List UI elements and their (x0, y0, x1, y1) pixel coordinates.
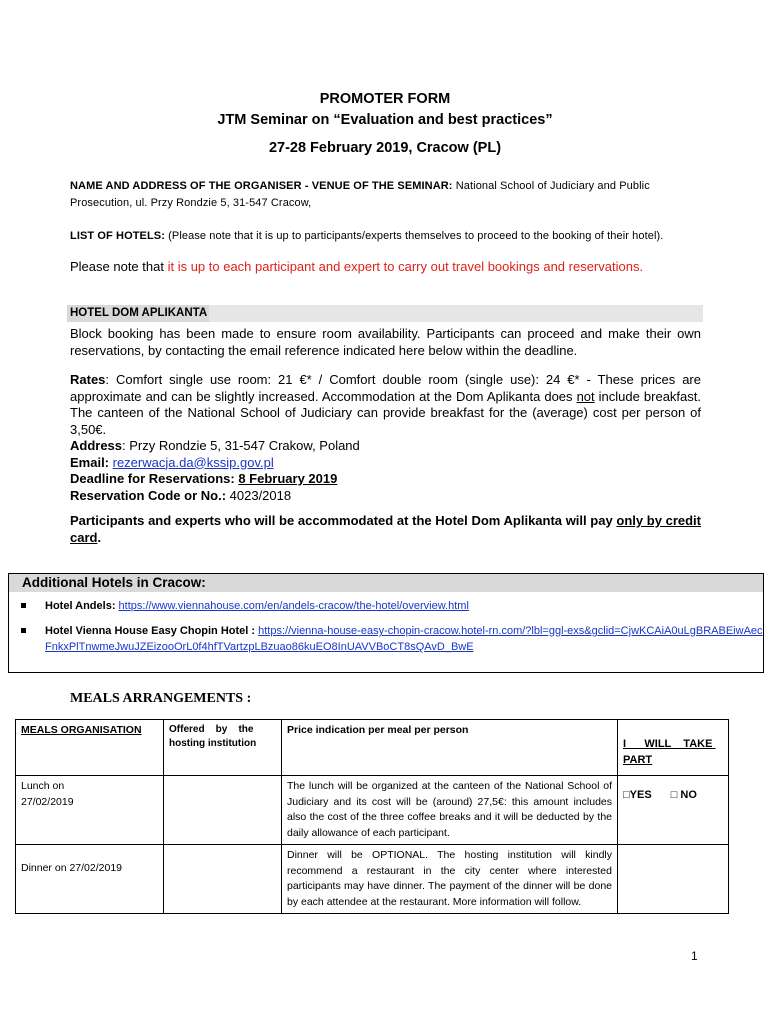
rates-text: : Comfort single use room: 21 €* / Comfort double room (single use): 24 €* - These prices are approximate and can be slightly increased. Accommodation at the Dom Aplikanta does (70, 372, 701, 404)
deadline-label: Deadline for Reservations: (70, 471, 239, 486)
table-row (16, 845, 729, 914)
hotel-andels-name: Hotel Andels: (45, 600, 119, 612)
header-organisation: MEALS ORGANISATION (21, 724, 142, 736)
list-item (9, 598, 763, 614)
offered-cell (164, 845, 282, 914)
take-part-cell (618, 776, 729, 845)
address-value: : Przy Rondzie 5, 31-547 Crakow, Poland (122, 438, 360, 453)
payment-end: . (97, 529, 102, 545)
header-offered-cell (164, 720, 282, 776)
rates-label: Rates (70, 372, 106, 387)
reservation-code-label: Reservation Code or No.: (70, 487, 227, 503)
price-cell: The lunch will be organized at the canteen of the National School of Judiciary and its cost will be (around) 27,5€: this amount includes also the cost of the three coffee breaks and it will be deducted by the daily allowance of each participant. (282, 776, 618, 845)
organiser-label: NAME AND ADDRESS OF THE ORGANISER - VENUE OF THE SEMINAR: (70, 180, 453, 192)
page-number: 1 (691, 949, 698, 963)
additional-hotels-box (8, 573, 764, 673)
rates-text-end: include breakfast. The canteen of the National School of Judiciary can provide breakfast for the (average) cost per person of 3,50€. (70, 388, 701, 437)
take-part-cell (618, 845, 729, 914)
additional-hotels-list (9, 598, 763, 655)
reservation-code-value: 4023/2018 (226, 487, 292, 503)
payment-credit-card: only by credit card (70, 513, 701, 545)
no-checkbox[interactable]: □ NO (670, 789, 697, 801)
email-label: Email: (70, 454, 113, 470)
address-label: Address (70, 438, 123, 453)
hotel-dom-details (70, 372, 701, 504)
organiser-section (70, 178, 701, 212)
bullet-icon (21, 628, 26, 633)
table-row (16, 776, 729, 845)
payment-text: Participants and experts who will be accommodated at the Hotel Dom Aplikanta will pay (70, 513, 617, 528)
header-price-cell (282, 720, 618, 776)
meal-dinner: Dinner on 27/02/2019 (21, 862, 122, 874)
meal-cell (16, 845, 164, 914)
meals-table (15, 719, 729, 914)
table-header-row (16, 720, 729, 776)
hotel-dom-heading: HOTEL DOM APLIKANTA (67, 305, 209, 322)
additional-hotels-heading: Additional Hotels in Cracow: (9, 574, 763, 592)
email-link[interactable]: rezerwacja.da@kssip.gov.pl (112, 454, 274, 470)
booking-note (70, 259, 701, 274)
hotels-list-label: LIST OF HOTELS: (70, 230, 165, 242)
reservation-code-line (70, 488, 701, 505)
meal-cell (16, 776, 164, 845)
hotel-andels-link[interactable]: https://www.viennahouse.com/en/andels-cracow/the-hotel/overview.html (118, 600, 469, 612)
hotels-list-text: (Please note that it is up to participants/experts themselves to proceed to the booking of their hotel). (165, 230, 664, 242)
deadline-value: 8 February 2019 (238, 471, 338, 486)
hotels-list-section (70, 228, 701, 245)
address-line (70, 438, 701, 455)
hotel-dom-heading-bar (67, 305, 703, 322)
seminar-date: 27-28 February 2019, Cracow (PL) (268, 140, 502, 156)
booking-note-red: it is up to each participant and expert to carry out travel bookings and reservations. (167, 259, 644, 274)
payment-note (70, 513, 701, 546)
form-title: PROMOTER FORM (319, 91, 451, 107)
hotel-chopin-name: Hotel Vienna House Easy Chopin Hotel : (45, 625, 259, 637)
rates-paragraph (70, 372, 701, 438)
header-take-part-cell (618, 720, 729, 776)
meal-lunch: Lunch on 27/02/2019 (21, 780, 74, 808)
header-organisation-cell (16, 720, 164, 776)
hotel-chopin-link[interactable]: https://vienna-house-easy-chopin-cracow.hotel-rn.com/?lbl=ggl-exs&gclid=CjwKCAiA0uLgBRABEiwAecFnkxPlTnwmeJwuJZEizooOrL0f4hfTVartzpLBzuao86kuEO8InUAVVBoCT8sQAvD_BwE (45, 625, 763, 653)
email-line (70, 455, 701, 472)
organiser-text: National School of Judiciary and Public Prosecution, ul. Przy Rondzie 5, 31-547 Cracow, (70, 180, 650, 209)
hotel-dom-intro: Block booking has been made to ensure room availability. Participants can proceed and make their own reservations, by contacting the email reference indicated here below within the deadline. (70, 326, 701, 358)
list-item (9, 623, 763, 655)
offered-cell (164, 776, 282, 845)
header-take-part: I WILL TAKE PART (623, 738, 716, 766)
price-cell: Dinner will be OPTIONAL. The hosting institution will kindly recommend a restaurant in the city center where interested participants may have dinner. The payment of the dinner will be done by each attendee at the restaurant. More information will follow. (282, 845, 618, 914)
header-price: Price indication per meal per person (287, 724, 469, 736)
bullet-icon (21, 603, 26, 608)
deadline-line (70, 471, 701, 488)
yes-checkbox[interactable]: □YES (623, 789, 652, 801)
rates-not: not (576, 388, 595, 404)
meals-title: MEALS ARRANGEMENTS : (70, 691, 252, 706)
seminar-title: JTM Seminar on “Evaluation and best practices” (217, 112, 553, 128)
header-offered: Offered by the hosting institution (169, 724, 257, 749)
booking-note-prefix: Please note that (70, 259, 168, 274)
